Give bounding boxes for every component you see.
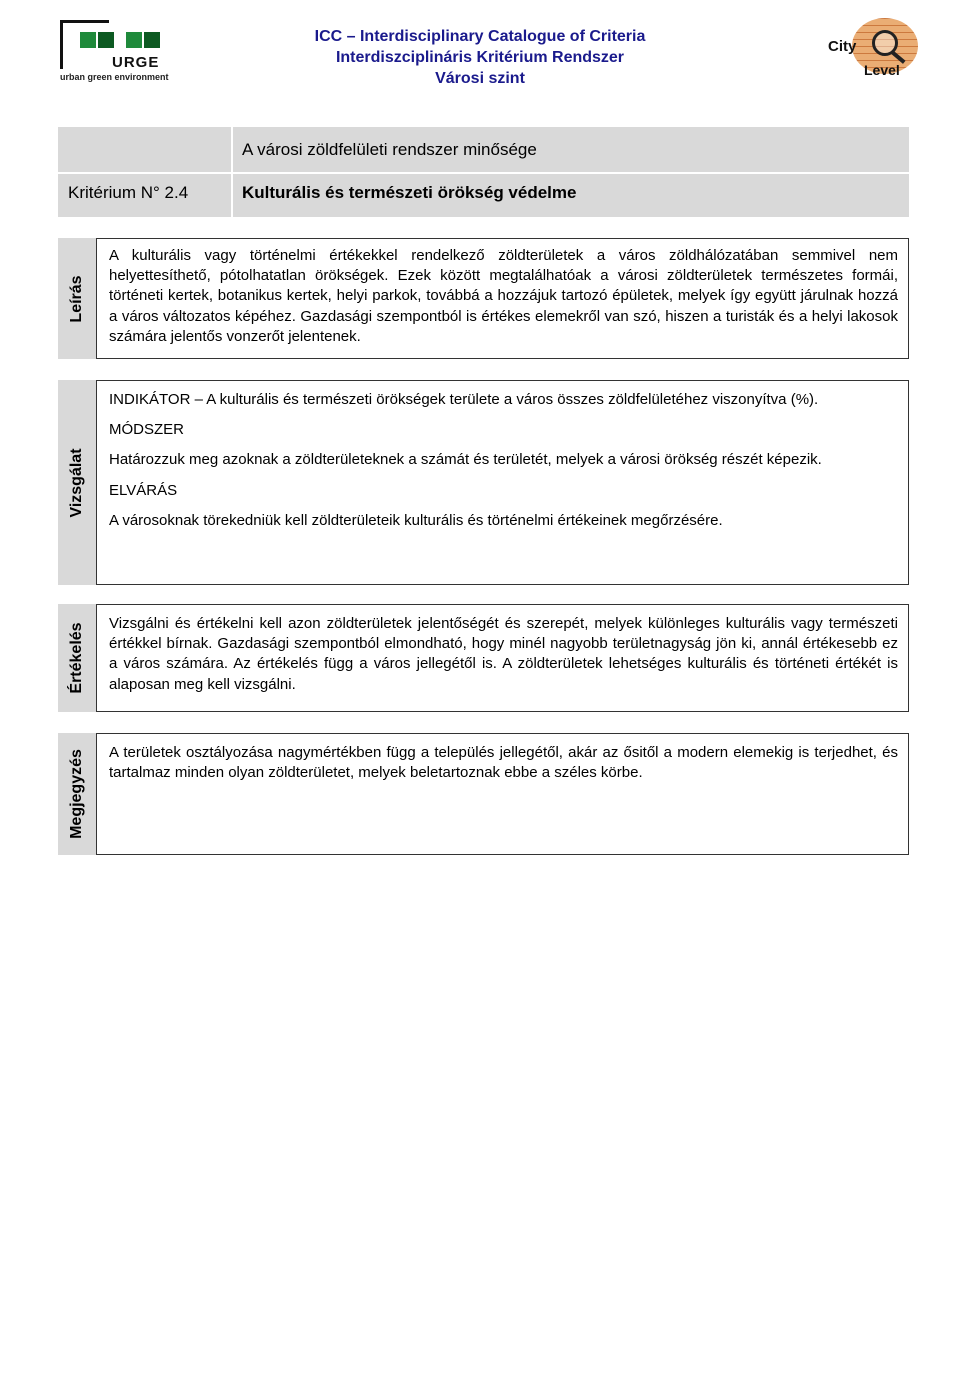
logo-square [80, 32, 96, 48]
logo-square [144, 32, 160, 48]
criterion-number: Kritérium N° 2.4 [68, 183, 189, 202]
section-label: Megjegyzés [68, 749, 85, 839]
document-header-title [240, 26, 720, 89]
logo-city-word: City [828, 38, 857, 55]
indikator-text: INDIKÁTOR – A kulturális és természeti örökségek területe a város összes zöldfelületéhez viszonyítva (%). [109, 391, 819, 408]
section-label-cell [58, 238, 96, 359]
criterion-group-title: A városi zöldfelületi rendszer minősége [242, 140, 537, 159]
elvaras-heading: ELVÁRÁS [109, 481, 178, 499]
section-ertekeles [58, 604, 909, 712]
section-label-cell [58, 733, 96, 855]
section-label-cell [58, 604, 96, 712]
logo-square [98, 32, 114, 48]
logo-level-word: Level [864, 62, 900, 78]
logo-square [126, 32, 142, 48]
logo-urge-subtitle: urban green environment [60, 72, 169, 82]
section-content [96, 238, 909, 359]
section-megjegyzes [58, 733, 909, 855]
modszer-heading: MÓDSZER [109, 421, 184, 439]
modszer-text: Határozzuk meg azoknak a zöldterületeknek a számát és területét, melyek a városi örökség részét képezik. [109, 451, 822, 469]
criterion-header-table [58, 127, 909, 217]
header-title-line2: Interdiszciplináris Kritérium Rendszer [335, 49, 625, 66]
section-content [96, 733, 909, 855]
logo-urge-name: URGE [112, 54, 160, 71]
section-leiras [58, 238, 909, 359]
section-vizsgalat [58, 380, 909, 585]
section-label: Értékelés [68, 622, 85, 694]
urge-logo [60, 20, 172, 82]
megjegyzes-text: A területek osztályozása nagymértékben függ a település jellegétől, akár az ősitől a modern elemekig is terjedhet, és tartalmaz minden olyan zöldterületet, melyek beletartoznak ebbe a széles körbe. [109, 744, 898, 782]
header-title-line1: ICC – Interdisciplinary Catalogue of Criteria [314, 28, 646, 45]
section-content [96, 380, 909, 585]
criterion-header-divider [58, 172, 909, 174]
logo-squares [64, 26, 168, 54]
section-label-cell [58, 380, 96, 585]
elvaras-text: A városoknak törekedniük kell zöldterületeik kulturális és történelmi értékeinek megőrzésére. [109, 511, 723, 529]
header-title-line3: Városi szint [435, 70, 525, 87]
section-label: Leírás [68, 274, 85, 323]
ertekeles-text: Vizsgálni és értékelni kell azon zöldterületek jelentőségét és szerepét, melyek különleges kulturális vagy természeti értékkel bírnak. Gazdasági szempontból elmondható, hogy minél nagyobb területnagyság jön ki, annál értékesebb ez a város számára. Az értékelés függ a város jellegétől is. A zöldterületek lehetséges kulturális és történeti értékét is alaposan meg kell vizsgálni. [109, 615, 898, 693]
criterion-title: Kulturális és természeti örökség védelme [242, 183, 577, 202]
section-content [96, 604, 909, 712]
section-label: Vizsgálat [68, 447, 85, 518]
city-level-logo [826, 18, 922, 84]
leiras-text: A kulturális vagy történelmi értékekkel rendelkező zöldterületek a város zöldhálózatában semmivel nem helyettesíthető, pótolhatatlan örökségek. Ezek között megtalálhatóak a városi zöldterületek természetes formái, történeti kertek, botanikus kertek, helyi parkok, továbbá a hozzájuk tartozó épületek, melyek így együtt járulnak hozzá a város változatos képéhez. Gazdasági szempontból is értékes elemekről van szó, hiszen a turisták és a helyi lakosok számára jelentős vonzerőt jelentenek. [109, 247, 898, 345]
